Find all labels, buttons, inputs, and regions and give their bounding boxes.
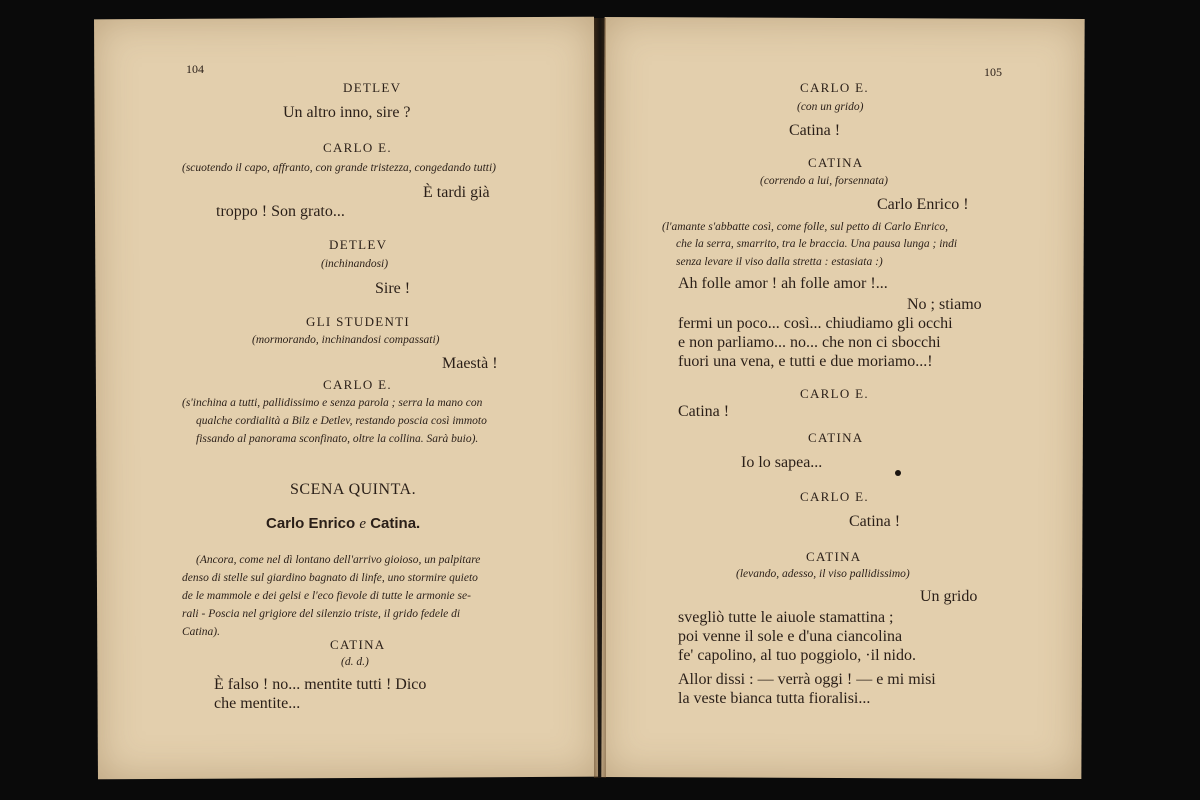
text-line: la veste bianca tutta fioralisi... bbox=[678, 690, 871, 707]
text-line: DETLEV bbox=[329, 237, 388, 252]
text-line: (con un grido) bbox=[797, 101, 864, 113]
text-line: CATINA bbox=[808, 155, 864, 170]
heading-conjunction: e bbox=[359, 516, 367, 532]
text-line: svegliò tutte le aiuole stamattina ; bbox=[678, 609, 894, 626]
character-name-catina: Catina. bbox=[370, 515, 421, 532]
text-line: CARLO E. bbox=[800, 386, 869, 401]
book-spine bbox=[594, 18, 606, 778]
text-line: senza levare il viso dalla stretta : estasiata :) bbox=[676, 256, 883, 268]
text-line: qualche cordialità a Bilz e Detlev, restando poscia così immoto bbox=[196, 415, 487, 427]
text-line: (scuotendo il capo, affranto, con grande tristezza, congedando tutti) bbox=[182, 162, 496, 174]
text-line: CARLO E. bbox=[323, 140, 392, 155]
text-line: Carlo Enrico ! bbox=[877, 196, 969, 213]
text-line: rali - Poscia nel grigiore del silenzio triste, il grido fedele di bbox=[182, 608, 461, 620]
text-line: (l'amante s'abbatte così, come folle, sul petto di Carlo Enrico, bbox=[662, 221, 948, 233]
text-line: che mentite... bbox=[214, 695, 301, 712]
text-line: CARLO E. bbox=[800, 489, 869, 504]
text-line: DETLEV bbox=[343, 80, 402, 95]
text-line: CARLO E. bbox=[800, 80, 869, 95]
text-line: (s'inchina a tutti, pallidissimo e senza parola ; serra la mano con bbox=[182, 397, 483, 409]
text-line: fe' capolino, al tuo poggiolo, ·il nido. bbox=[678, 647, 916, 664]
text-line: Io lo sapea... bbox=[741, 454, 823, 471]
text-line: Catina ! bbox=[789, 122, 841, 139]
text-line: (inchinandosi) bbox=[321, 258, 389, 270]
left-page-number: 104 bbox=[186, 62, 204, 76]
text-line: GLI STUDENTI bbox=[306, 314, 411, 329]
text-line: e non parliamo... no... che non ci sbocchi bbox=[678, 334, 941, 351]
text-line: fissando al panorama sconfinato, oltre la collina. Sarà buio). bbox=[196, 433, 479, 445]
text-line: CATINA bbox=[330, 637, 386, 652]
text-line: È falso ! no... mentite tutti ! Dico bbox=[214, 676, 427, 693]
scene-characters-heading bbox=[266, 515, 420, 533]
text-line: Catina). bbox=[182, 626, 221, 638]
text-line: Sire ! bbox=[375, 280, 411, 297]
text-line: Ah folle amor ! ah folle amor !... bbox=[678, 275, 888, 292]
text-line: Catina ! bbox=[849, 513, 901, 530]
text-line: CARLO E. bbox=[323, 377, 392, 392]
text-line: (correndo a lui, forsennata) bbox=[760, 175, 888, 187]
text-line: fermi un poco... così... chiudiamo gli occhi bbox=[678, 315, 953, 332]
text-line: Catina ! bbox=[678, 403, 730, 420]
text-line: de le mammole e dei gelsi e l'eco fievole di tutte le armonie se- bbox=[182, 590, 471, 602]
text-line: Un grido bbox=[920, 588, 978, 605]
character-name-carlo: Carlo Enrico bbox=[266, 515, 356, 532]
ink-spot bbox=[895, 470, 901, 476]
text-line: CATINA bbox=[808, 430, 864, 445]
text-line: SCENA QUINTA. bbox=[290, 481, 417, 498]
text-line: che la serra, smarrito, tra le braccia. Una pausa lunga ; indi bbox=[676, 238, 958, 250]
text-line: Un altro inno, sire ? bbox=[283, 104, 411, 121]
text-line: denso di stelle sul giardino bagnato di linfe, uno stormire quieto bbox=[182, 572, 478, 584]
right-page-number: 105 bbox=[984, 65, 1002, 79]
text-line: Maestà ! bbox=[442, 355, 498, 372]
text-line: No ; stiamo bbox=[907, 296, 982, 313]
text-line: fuori una vena, e tutti e due moriamo...! bbox=[678, 353, 933, 370]
text-line: Allor dissi : — verrà oggi ! — e mi misi bbox=[678, 671, 936, 688]
text-line: (levando, adesso, il viso pallidissimo) bbox=[736, 568, 910, 580]
text-line: (d. d.) bbox=[341, 656, 369, 668]
text-line: (Ancora, come nel dì lontano dell'arrivo gioioso, un palpitare bbox=[196, 554, 481, 566]
text-line: troppo ! Son grato... bbox=[216, 203, 345, 220]
text-line: poi venne il sole e d'una ciancolina bbox=[678, 628, 903, 645]
text-line: È tardi già bbox=[423, 184, 490, 201]
text-line: CATINA bbox=[806, 549, 862, 564]
text-line: (mormorando, inchinandosi compassati) bbox=[252, 334, 440, 346]
